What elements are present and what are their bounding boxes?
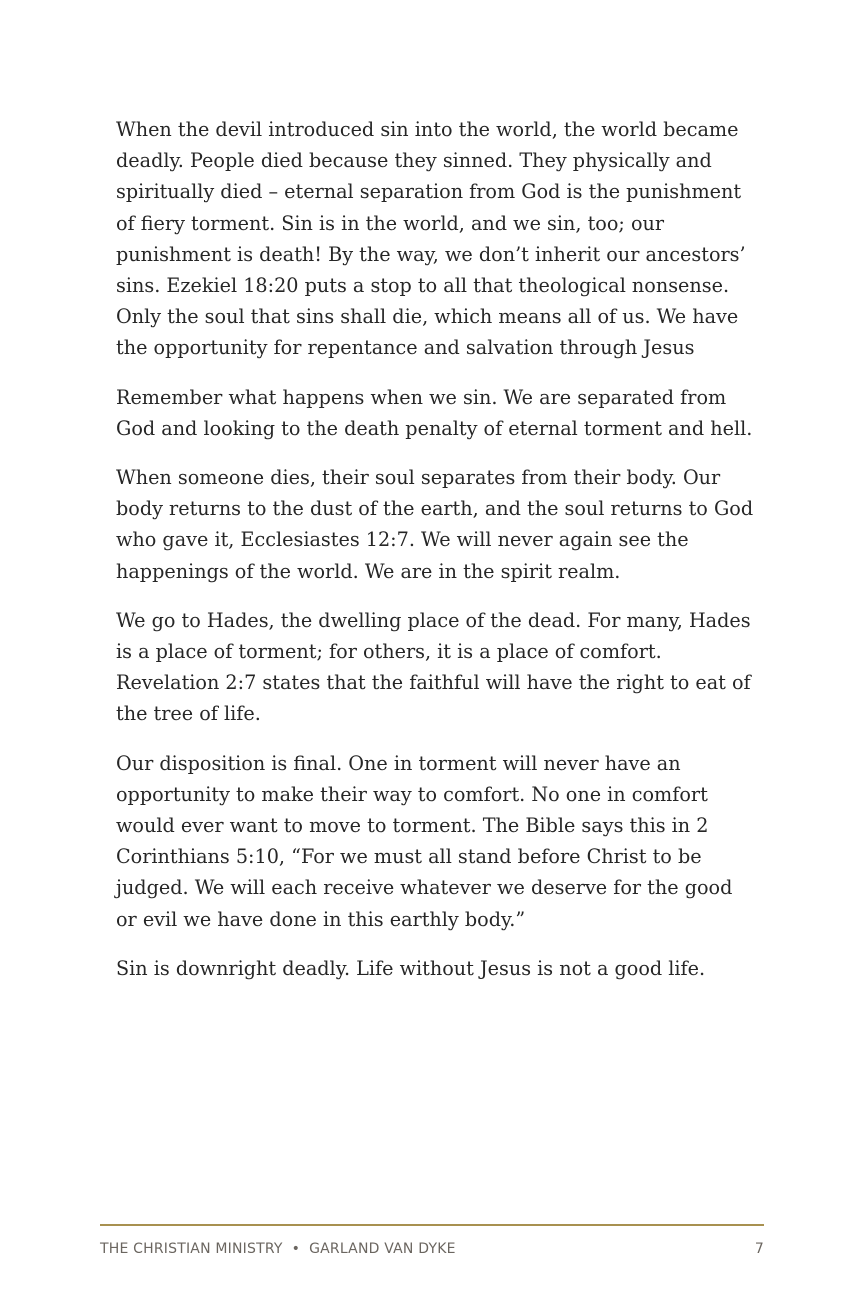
footer-separator: • (291, 1241, 301, 1257)
footer-divider (100, 1224, 764, 1226)
paragraph: Remember what happens when we sin. We are separated from God and looking to the death penalty of eternal torment and hell. (116, 385, 753, 440)
book-title: THE CHRISTIAN MINISTRY (100, 1241, 283, 1257)
page-footer (100, 1239, 764, 1259)
author-name: GARLAND VAN DYKE (309, 1241, 456, 1257)
running-footer (100, 1239, 456, 1259)
paragraph: When someone dies, their soul separates from their body. Our body returns to the dust of the earth, and the soul returns to God who gave it, Ecclesiastes 12:7. We will never again see the happenings of the world. We are in the spirit realm. (116, 466, 754, 583)
body-text (116, 114, 756, 1002)
paragraph: Our disposition is final. One in torment will never have an opportunity to make their way to comfort. No one in comfort would ever want to move to torment. The Bible says this in 2 Corinthians 5:10, “For we must all stand before Christ to be judged. We will each receive whatever we deserve for the good or evil we have done in this earthly body.” (116, 751, 733, 931)
paragraph: When the devil introduced sin into the world, the world became deadly. People died because they sinned. They physically and spiritually died – eternal separation from God is the punishment of fiery torment. Sin is in the world, and we sin, too; our punishment is death! By the way, we don’t inherit our ancestors’ sins. Ezekiel 18:20 puts a stop to all that theological nonsense. Only the soul that sins shall die, which means all of us. We have the opportunity for repentance and salvation through Jesus (116, 118, 746, 360)
paragraph: Sin is downright deadly. Life without Jesus is not a good life. (116, 956, 706, 980)
page-number: 7 (754, 1241, 764, 1257)
paragraph: We go to Hades, the dwelling place of the dead. For many, Hades is a place of torment; for others, it is a place of comfort. Revelation 2:7 states that the faithful will have the right to eat of the tree of life. (116, 608, 751, 726)
